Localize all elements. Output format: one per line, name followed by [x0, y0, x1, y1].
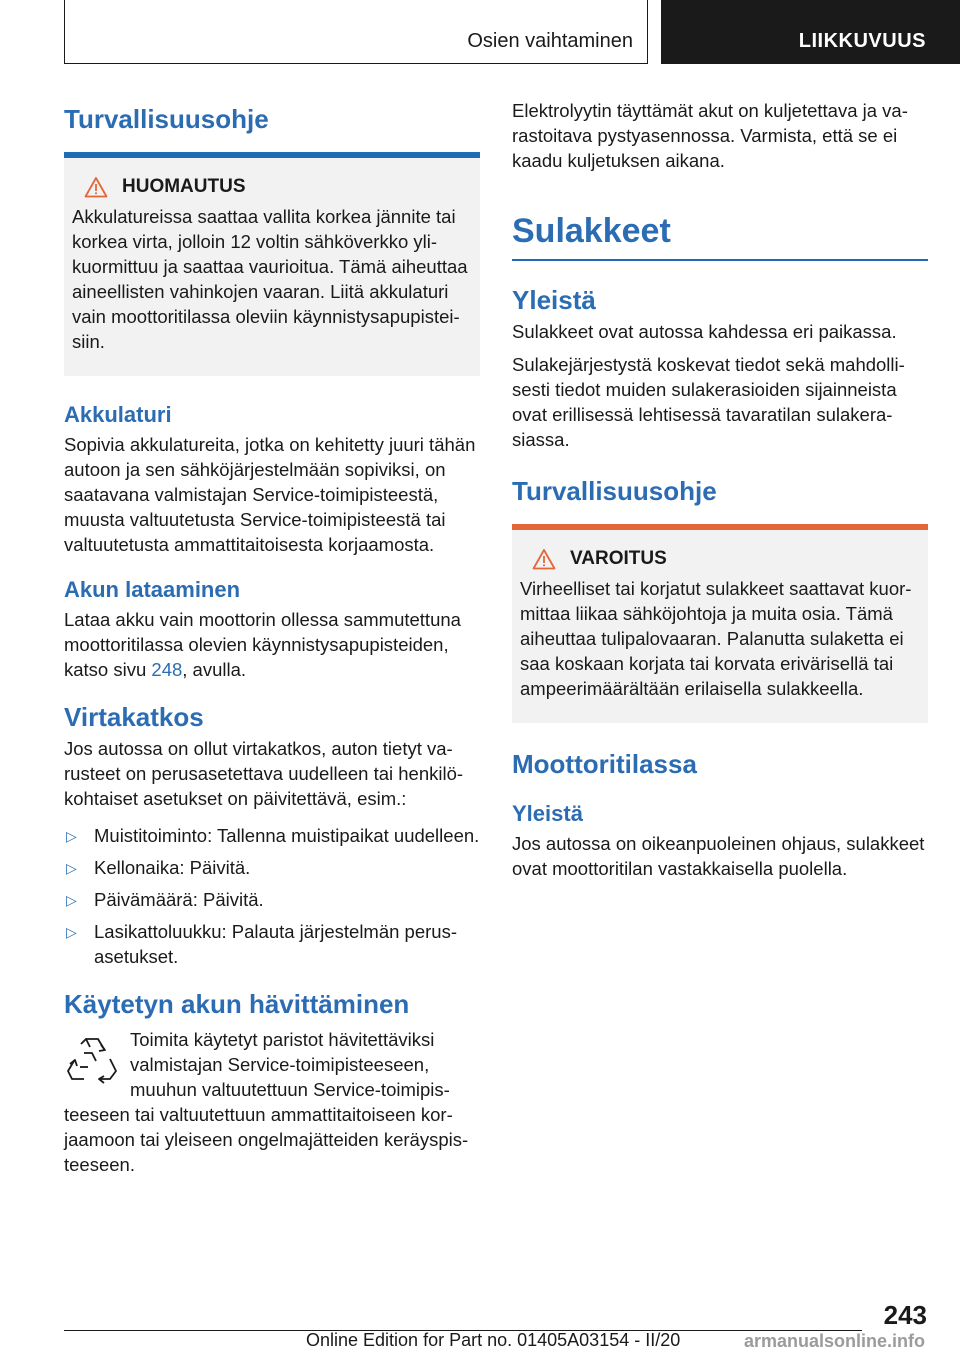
- warning-triangle-icon: [532, 548, 556, 570]
- disposal-text: Toimita käytetyt paristot hävitettäviksi valmistajan Service-toimipisteeseen, muuhun valtuutettuun Service-toimipisteeseen tai valtuutettuun ammattitaitoiseen korjaamoon tai yleiseen ongelmajätteiden keräyspisteeseen.: [64, 1029, 469, 1175]
- page-number: 243: [883, 1300, 927, 1330]
- engine-text: Jos autossa on oikeanpuoleinen ohjaus, sulakkeet ovat moottoritilan vastakkaisella puolella.: [512, 833, 925, 879]
- triangle-bullet-icon: ▷: [66, 860, 77, 876]
- triangle-bullet-icon: ▷: [66, 892, 77, 908]
- general-text-1: Sulakkeet ovat autossa kahdessa eri paikassa.: [512, 321, 897, 342]
- right-column: [512, 98, 928, 881]
- recycle-icon: [64, 1031, 120, 1087]
- outage-heading: Virtakatkos: [64, 702, 204, 732]
- engine-heading: Moottoritilassa: [512, 749, 697, 779]
- list-item: [64, 887, 480, 912]
- outage-text: Jos autossa on ollut virtakatkos, auton tietyt varusteet on perusasetettava uudelleen tai henkilökohtaiset asetukset on päivitettävä, esim.:: [64, 738, 464, 809]
- outage-list: [64, 823, 480, 969]
- list-item-text: Päivämäärä: Päivitä.: [94, 889, 264, 910]
- general-text-2: Sulakejärjestystä koskevat tiedot sekä mahdollisesti tiedot muiden sulakerasioiden sijainneista ovat erillisessä lehtisessä tavaratilan sulakerasiassa.: [512, 354, 905, 450]
- charger-heading: Akkulaturi: [64, 402, 172, 427]
- charging-heading: Akun lataaminen: [64, 577, 241, 602]
- disposal-block: [64, 1027, 480, 1177]
- triangle-bullet-icon: ▷: [66, 828, 77, 844]
- fuses-rule: [512, 259, 928, 261]
- engine-general-heading: Yleistä: [512, 801, 583, 826]
- list-item: [64, 919, 480, 969]
- page-link[interactable]: 248: [151, 659, 183, 680]
- footer-edition: Online Edition for Part no. 01405A03154 - II/20: [306, 1330, 681, 1350]
- warning-text: Virheelliset tai korjatut sulakkeet saattavat kuormittaa liikaa sähköjohtoja ja muita osia. Tämä aiheuttaa tulipalovaaran. Palanutta sulaketta ei saa koskaan korjata tai korvata erivärisellä tai ampeerimäärältään erilaisella sulakkeella.: [520, 578, 912, 699]
- list-item-text: Lasikattoluukku: Palauta järjestelmän perusasetukset.: [94, 921, 458, 967]
- notice-title: HUOMAUTUS: [122, 176, 246, 197]
- notice-text: Akkulatureissa saattaa vallita korkea jännite tai korkea virta, jolloin 12 voltin sähköverkko ylikuormittuu ja saattaa vaurioitua. Tämä aiheuttaa aineellisten vahinkojen vaaran. Liitä akkulaturi vain moottoritilassa oleviin käynnistysapupisteisiin.: [72, 206, 468, 352]
- header-section-title: Osien vaihtaminen: [467, 30, 633, 52]
- charger-text: Sopivia akkulatureita, jotka on kehitetty juuri tähän autoon ja sen sähköjärjestelmään sopiviksi, on saatavana valmistajan Service-toimipisteestä, muusta valtuutetusta Service-toimipisteestä tai valtuutetusta ammattitaitoisesta korjaamosta.: [64, 434, 476, 555]
- fuses-heading: Sulakkeet: [512, 212, 671, 250]
- header-chapter-box: [661, 0, 960, 64]
- header-section-box: [64, 0, 648, 64]
- safety-heading-right: Turvallisuusohje: [512, 476, 717, 506]
- header-chapter-title: LIIKKUVUUS: [798, 30, 926, 52]
- list-item: [64, 855, 480, 880]
- triangle-bullet-icon: ▷: [66, 924, 77, 940]
- list-item-text: Kellonaika: Päivitä.: [94, 857, 251, 878]
- left-column: [64, 92, 480, 1177]
- charging-text: [64, 607, 480, 682]
- warning-box: [512, 524, 928, 723]
- notice-box: [64, 152, 480, 376]
- warning-title: VAROITUS: [570, 548, 667, 569]
- general-heading: Yleistä: [512, 285, 596, 315]
- charging-text-after: , avulla.: [182, 659, 247, 680]
- disposal-heading: Käytetyn akun hävittäminen: [64, 989, 410, 1019]
- list-item: [64, 823, 480, 848]
- watermark: armanualsonline.info: [744, 1331, 926, 1351]
- electrolyte-text: Elektrolyytin täyttämät akut on kuljetettava ja varastoitava pystyasennossa. Varmista, että se ei kaadu kuljetuksen aikana.: [512, 100, 908, 171]
- list-item-text: Muistitoiminto: Tallenna muistipaikat uudelleen.: [94, 825, 480, 846]
- warning-triangle-icon: [84, 176, 108, 198]
- charging-text-before: Lataa akku vain moottorin ollessa sammutettuna moottoritilassa olevien käynnistysapupisteiden, katso sivu: [64, 609, 461, 680]
- safety-heading-left: Turvallisuusohje: [64, 104, 269, 134]
